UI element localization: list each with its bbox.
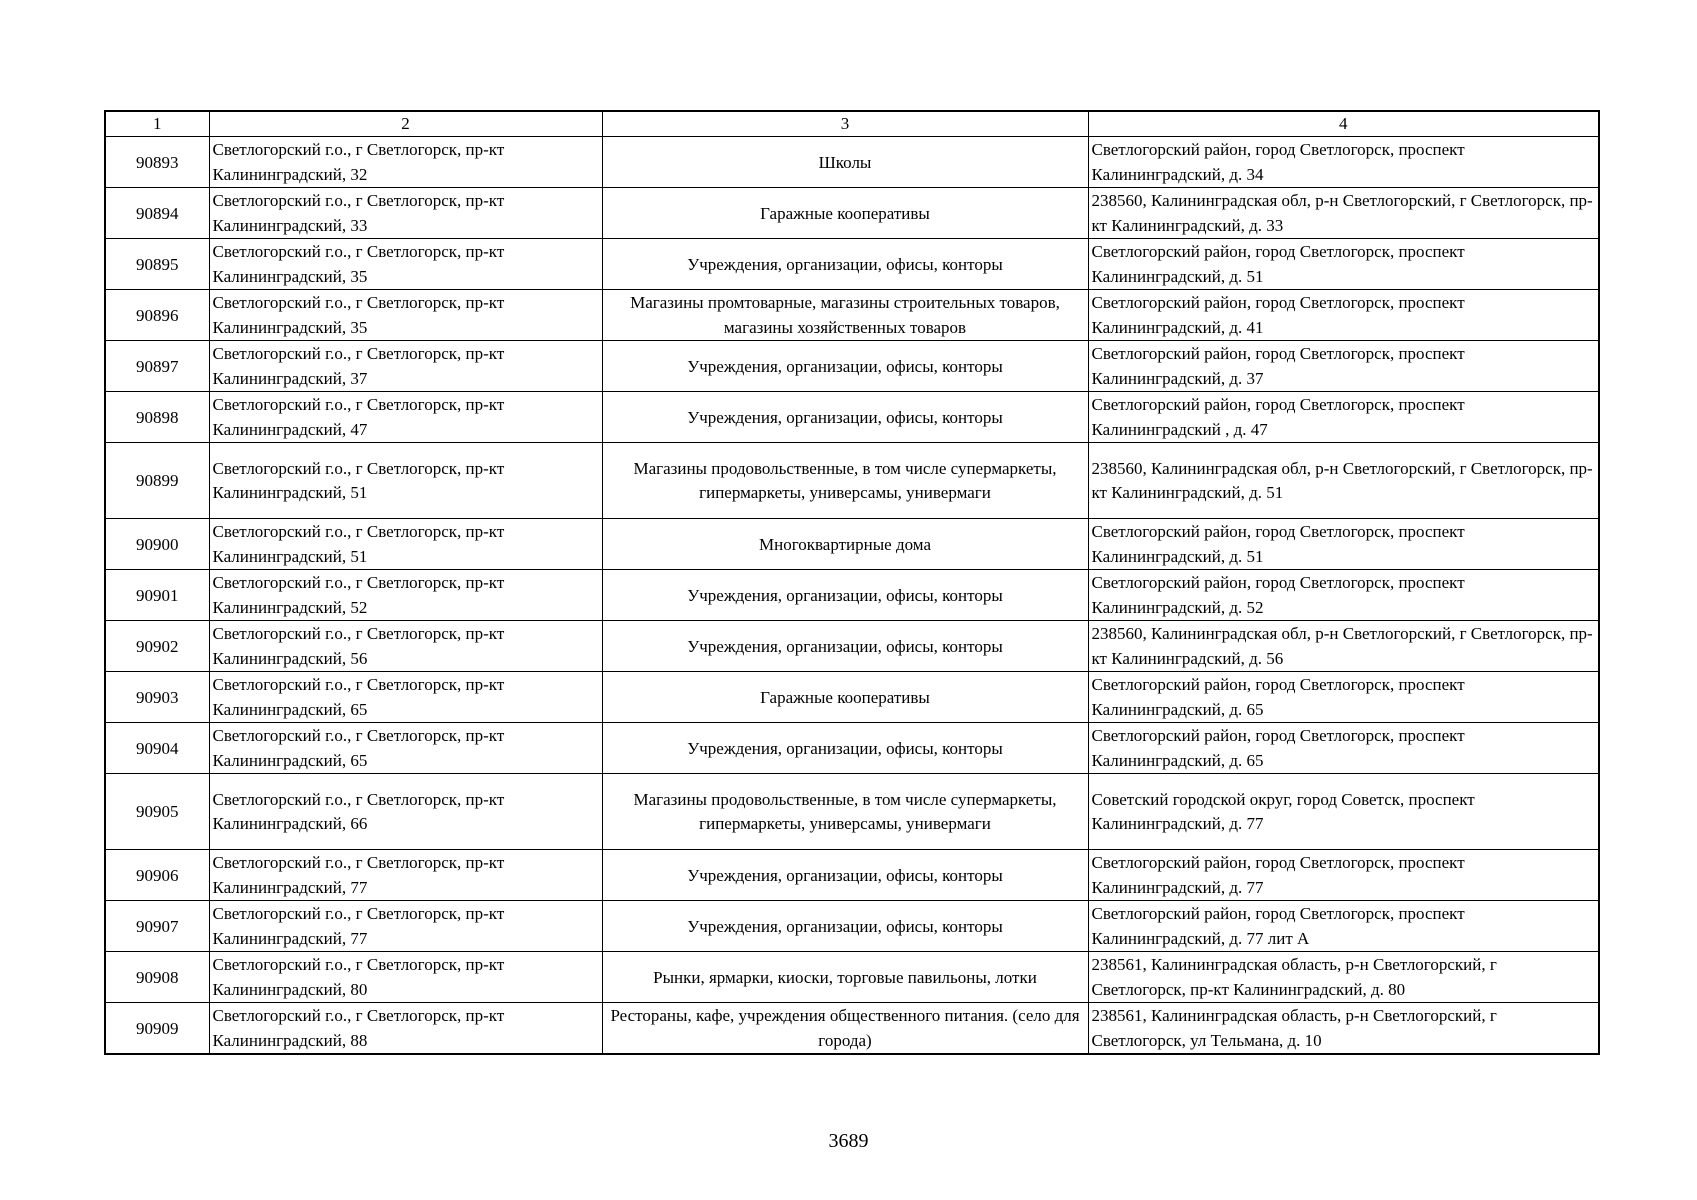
row-address: Светлогорский г.о., г Светлогорск, пр-кт Калининградский, 66 <box>209 774 602 850</box>
row-category: Учреждения, организации, офисы, конторы <box>602 723 1088 774</box>
table-row <box>105 188 1599 239</box>
row-location: Светлогорский район, город Светлогорск, проспект Калининградский, д. 77 лит А <box>1088 901 1599 952</box>
row-address: Светлогорский г.о., г Светлогорск, пр-кт Калининградский, 80 <box>209 952 602 1003</box>
row-category: Учреждения, организации, офисы, конторы <box>602 239 1088 290</box>
table-row <box>105 952 1599 1003</box>
row-id: 90909 <box>105 1003 209 1055</box>
row-location: Светлогорский район, город Светлогорск, проспект Калининградский, д. 65 <box>1088 723 1599 774</box>
row-id: 90904 <box>105 723 209 774</box>
column-header-4: 4 <box>1088 111 1599 137</box>
row-id: 90894 <box>105 188 209 239</box>
row-address: Светлогорский г.о., г Светлогорск, пр-кт Калининградский, 52 <box>209 570 602 621</box>
row-id: 90908 <box>105 952 209 1003</box>
table-row <box>105 443 1599 519</box>
row-category: Учреждения, организации, офисы, конторы <box>602 570 1088 621</box>
table-row <box>105 1003 1599 1055</box>
row-address: Светлогорский г.о., г Светлогорск, пр-кт Калининградский, 35 <box>209 239 602 290</box>
row-id: 90905 <box>105 774 209 850</box>
table-body <box>105 111 1599 1054</box>
row-id: 90895 <box>105 239 209 290</box>
row-address: Светлогорский г.о., г Светлогорск, пр-кт Калининградский, 65 <box>209 672 602 723</box>
row-location: Светлогорский район, город Светлогорск, проспект Калининградский , д. 47 <box>1088 392 1599 443</box>
table-row <box>105 570 1599 621</box>
row-id: 90903 <box>105 672 209 723</box>
row-location: Советский городской округ, город Советск, проспект Калининградский, д. 77 <box>1088 774 1599 850</box>
header-row <box>105 111 1599 137</box>
row-id: 90901 <box>105 570 209 621</box>
row-category: Многоквартирные дома <box>602 519 1088 570</box>
row-category: Школы <box>602 137 1088 188</box>
row-address: Светлогорский г.о., г Светлогорск, пр-кт Калининградский, 51 <box>209 519 602 570</box>
row-category: Гаражные кооперативы <box>602 188 1088 239</box>
row-category: Магазины продовольственные, в том числе супермаркеты, гипермаркеты, универсамы, универмаги <box>602 774 1088 850</box>
row-location: 238561, Калининградская область, р-н Светлогорский, г Светлогорск, ул Тельмана, д. 10 <box>1088 1003 1599 1055</box>
column-header-2: 2 <box>209 111 602 137</box>
row-address: Светлогорский г.о., г Светлогорск, пр-кт Калининградский, 77 <box>209 850 602 901</box>
row-category: Рынки, ярмарки, киоски, торговые павильоны, лотки <box>602 952 1088 1003</box>
row-category: Учреждения, организации, офисы, конторы <box>602 621 1088 672</box>
table-row <box>105 723 1599 774</box>
table-row <box>105 850 1599 901</box>
row-location: Светлогорский район, город Светлогорск, проспект Калининградский, д. 51 <box>1088 519 1599 570</box>
row-id: 90899 <box>105 443 209 519</box>
row-location: 238560, Калининградская обл, р-н Светлогорский, г Светлогорск, пр-кт Калининградский, д. 56 <box>1088 621 1599 672</box>
table-row <box>105 341 1599 392</box>
row-address: Светлогорский г.о., г Светлогорск, пр-кт Калининградский, 33 <box>209 188 602 239</box>
table-row <box>105 239 1599 290</box>
table-row <box>105 392 1599 443</box>
column-header-1: 1 <box>105 111 209 137</box>
table-row <box>105 137 1599 188</box>
row-category: Учреждения, организации, офисы, конторы <box>602 341 1088 392</box>
row-location: Светлогорский район, город Светлогорск, проспект Калининградский, д. 51 <box>1088 239 1599 290</box>
table-row <box>105 774 1599 850</box>
row-location: Светлогорский район, город Светлогорск, проспект Калининградский, д. 41 <box>1088 290 1599 341</box>
row-category: Учреждения, организации, офисы, конторы <box>602 850 1088 901</box>
row-address: Светлогорский г.о., г Светлогорск, пр-кт Калининградский, 35 <box>209 290 602 341</box>
row-location: Светлогорский район, город Светлогорск, проспект Калининградский, д. 52 <box>1088 570 1599 621</box>
row-location: Светлогорский район, город Светлогорск, проспект Калининградский, д. 34 <box>1088 137 1599 188</box>
row-address: Светлогорский г.о., г Светлогорск, пр-кт Калининградский, 77 <box>209 901 602 952</box>
row-id: 90900 <box>105 519 209 570</box>
row-category: Рестораны, кафе, учреждения общественного питания. (село для города) <box>602 1003 1088 1055</box>
row-id: 90907 <box>105 901 209 952</box>
row-location: 238560, Калининградская обл, р-н Светлогорский, г Светлогорск, пр-кт Калининградский, д. 51 <box>1088 443 1599 519</box>
row-location: 238561, Калининградская область, р-н Светлогорский, г Светлогорск, пр-кт Калининградский, д. 80 <box>1088 952 1599 1003</box>
row-id: 90906 <box>105 850 209 901</box>
data-table <box>104 110 1600 1055</box>
row-address: Светлогорский г.о., г Светлогорск, пр-кт Калининградский, 37 <box>209 341 602 392</box>
row-address: Светлогорский г.о., г Светлогорск, пр-кт Калининградский, 56 <box>209 621 602 672</box>
row-address: Светлогорский г.о., г Светлогорск, пр-кт Калининградский, 32 <box>209 137 602 188</box>
row-category: Магазины продовольственные, в том числе супермаркеты, гипермаркеты, универсамы, универмаги <box>602 443 1088 519</box>
row-category: Гаражные кооперативы <box>602 672 1088 723</box>
row-location: Светлогорский район, город Светлогорск, проспект Калининградский, д. 65 <box>1088 672 1599 723</box>
page-number: 3689 <box>828 1130 869 1152</box>
row-address: Светлогорский г.о., г Светлогорск, пр-кт Калининградский, 47 <box>209 392 602 443</box>
row-category: Учреждения, организации, офисы, конторы <box>602 901 1088 952</box>
row-location: 238560, Калининградская обл, р-н Светлогорский, г Светлогорск, пр-кт Калининградский, д. 33 <box>1088 188 1599 239</box>
row-category: Учреждения, организации, офисы, конторы <box>602 392 1088 443</box>
table-row <box>105 672 1599 723</box>
row-id: 90902 <box>105 621 209 672</box>
row-id: 90897 <box>105 341 209 392</box>
row-id: 90896 <box>105 290 209 341</box>
row-address: Светлогорский г.о., г Светлогорск, пр-кт Калининградский, 51 <box>209 443 602 519</box>
row-id: 90898 <box>105 392 209 443</box>
row-location: Светлогорский район, город Светлогорск, проспект Калининградский, д. 77 <box>1088 850 1599 901</box>
table-row <box>105 290 1599 341</box>
row-location: Светлогорский район, город Светлогорск, проспект Калининградский, д. 37 <box>1088 341 1599 392</box>
table-row <box>105 901 1599 952</box>
row-category: Магазины промтоварные, магазины строительных товаров, магазины хозяйственных товаров <box>602 290 1088 341</box>
column-header-3: 3 <box>602 111 1088 137</box>
row-id: 90893 <box>105 137 209 188</box>
table-row <box>105 621 1599 672</box>
row-address: Светлогорский г.о., г Светлогорск, пр-кт Калининградский, 88 <box>209 1003 602 1055</box>
table-row <box>105 519 1599 570</box>
row-address: Светлогорский г.о., г Светлогорск, пр-кт Калининградский, 65 <box>209 723 602 774</box>
